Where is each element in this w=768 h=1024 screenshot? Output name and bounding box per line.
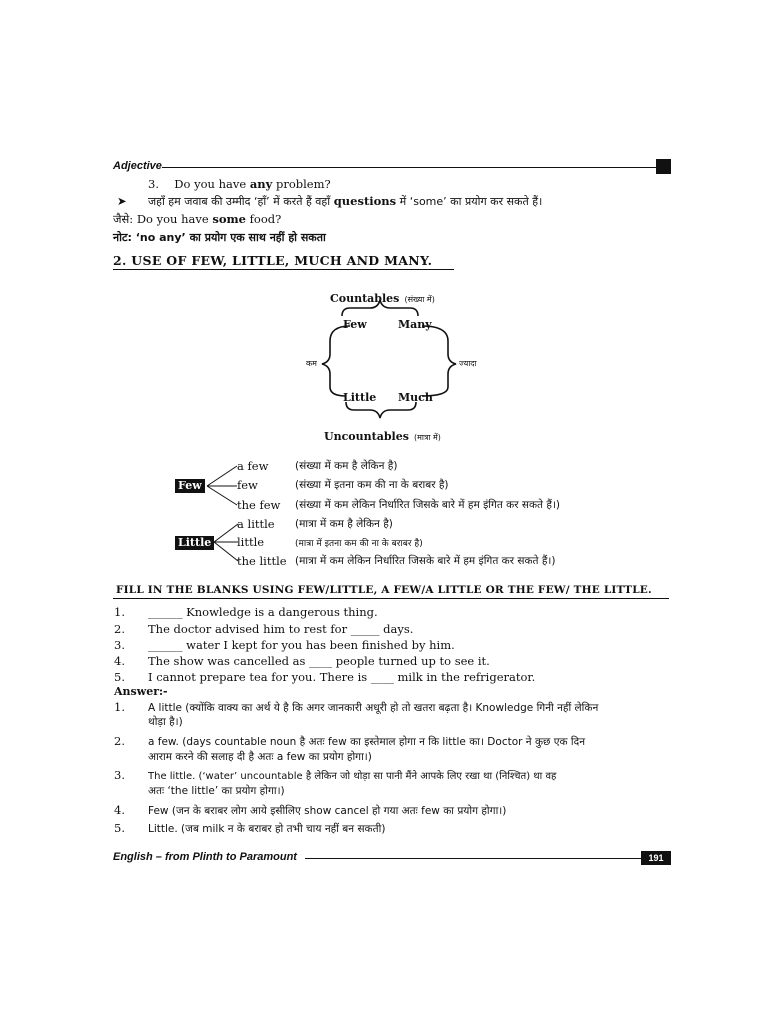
little-item-2-en: little bbox=[237, 535, 265, 549]
diagram-many: Many bbox=[398, 318, 432, 331]
exercise-item: 5. I cannot prepare tea for you. There is ____ milk in the refrigerator. bbox=[114, 670, 536, 684]
answer-heading: Answer:- bbox=[114, 685, 168, 698]
answer-2: 2. a few. (days countable noun है अतः few का इस्तेमाल होगा न कि little का। Doctor ने कुछ एक दिन bbox=[114, 734, 586, 748]
question-text: Do you have bbox=[174, 177, 250, 191]
few-item-1-en: a few bbox=[237, 459, 269, 473]
bullet-text: जहाँ हम जवाब की उम्मीद ‘हाँ’ में करते हैं वहाँ bbox=[147, 195, 331, 208]
question-number: 3. bbox=[148, 177, 159, 191]
bullet-line bbox=[117, 194, 542, 209]
exercise-item: 1. ______ Knowledge is a dangerous thing. bbox=[114, 605, 378, 619]
bullet-text-end: में ‘some’ का प्रयोग कर सकते हैं। bbox=[396, 195, 543, 208]
little-tag: Little bbox=[175, 536, 214, 550]
few-item-2-en: few bbox=[237, 478, 258, 492]
little-item-3-hi: (मात्रा में कम लेकिन निर्धारित जिसके बारे में हम इंगित कर सकते हैं।) bbox=[295, 555, 556, 567]
diagram-few: Few bbox=[343, 318, 367, 331]
header-marker-box bbox=[656, 159, 671, 174]
diagram-little: Little bbox=[343, 391, 377, 404]
uncountables-label: Uncountables (मात्रा में) bbox=[324, 430, 441, 443]
chapter-header-title: Adjective bbox=[113, 160, 162, 172]
section-underline bbox=[113, 269, 454, 270]
answer-1: 1. A little (क्योंकि वाक्य का अर्थ ये है कि अगर जानकारी अधूरी हो तो खतरा बढ़ता है। Knowledge गिनी नहीं लेकिन bbox=[114, 700, 599, 714]
answer-1-cont: थोड़ा है।) bbox=[148, 716, 183, 728]
header-rule bbox=[162, 167, 656, 168]
example-text: जैसे: Do you have bbox=[113, 212, 213, 226]
diagram-more: ज्यादा bbox=[459, 359, 477, 368]
note-line bbox=[113, 230, 326, 245]
answer-3-cont: अतः ‘the little’ का प्रयोग होगा।) bbox=[148, 785, 285, 797]
exercise-title: FILL IN THE BLANKS USING FEW/LITTLE, A FEW/A LITTLE OR THE FEW/ THE LITTLE. bbox=[116, 584, 652, 596]
page-number: 191 bbox=[641, 851, 671, 865]
arrow-bullet-icon: ➤ bbox=[117, 194, 127, 208]
answer-4: 4. Few (जन के बराबर लोग आये इसीलिए show cancel हो गया अतः few का प्रयोग होगा।) bbox=[114, 803, 507, 817]
bullet-bold: questions bbox=[333, 194, 397, 208]
answer-5: 5. Little. (जब milk न के बराबर हो तभी चाय नहीं बन सकती) bbox=[114, 821, 386, 835]
exercise-item: 3. ______ water I kept for you has been finished by him. bbox=[114, 638, 455, 652]
footer-book-title: English – from Plinth to Paramount bbox=[113, 851, 297, 863]
note-text: का प्रयोग एक साथ नहीं हो सकता bbox=[185, 231, 326, 244]
few-tag: Few bbox=[175, 479, 205, 493]
little-item-3-en: the little bbox=[237, 554, 287, 568]
little-item-1-en: a little bbox=[237, 517, 275, 531]
question-text-end: problem? bbox=[272, 177, 331, 191]
example-line bbox=[113, 212, 281, 226]
few-branch-lines bbox=[205, 462, 239, 510]
answer-2-cont: आराम करने की सलाह दी है अतः a few का प्रयोग होगा।) bbox=[148, 751, 372, 763]
little-branch-lines bbox=[212, 520, 240, 566]
diagram-much: Much bbox=[398, 391, 433, 404]
note-label: नोट: ‘no any’ bbox=[113, 231, 186, 244]
exercise-rule bbox=[113, 598, 669, 599]
example-text-end: food? bbox=[245, 212, 282, 226]
footer-rule bbox=[305, 858, 641, 859]
example-bold: some bbox=[212, 212, 246, 226]
few-item-3-en: the few bbox=[237, 498, 281, 512]
countables-label: Countables (संख्या में) bbox=[330, 292, 435, 305]
few-item-1-hi: (संख्या में कम है लेकिन है) bbox=[295, 460, 398, 472]
question-3 bbox=[148, 177, 331, 191]
few-item-3-hi: (संख्या में कम लेकिन निर्धारित जिसके बारे में हम इंगित कर सकते हैं।) bbox=[295, 499, 561, 511]
answer-3: 3. The little. (‘water’ uncountable है लेकिन जो थोड़ा सा पानी मैंने आपके लिए रखा था (निश्चित) था वह bbox=[114, 768, 557, 782]
little-item-2-hi: (मात्रा में इतना कम की ना के बराबर है) bbox=[295, 539, 423, 549]
section-title: 2. USE OF FEW, LITTLE, MUCH AND MANY. bbox=[113, 253, 433, 268]
diagram-less: कम bbox=[306, 359, 317, 368]
quantity-brace-diagram bbox=[290, 296, 480, 436]
exercise-item: 4. The show was cancelled as ____ people turned up to see it. bbox=[114, 654, 490, 668]
few-item-2-hi: (संख्या में इतना कम की ना के बराबर है) bbox=[295, 479, 449, 491]
little-item-1-hi: (मात्रा में कम है लेकिन है) bbox=[295, 518, 393, 530]
exercise-item: 2. The doctor advised him to rest for _____ days. bbox=[114, 622, 414, 636]
question-bold: any bbox=[249, 177, 273, 191]
